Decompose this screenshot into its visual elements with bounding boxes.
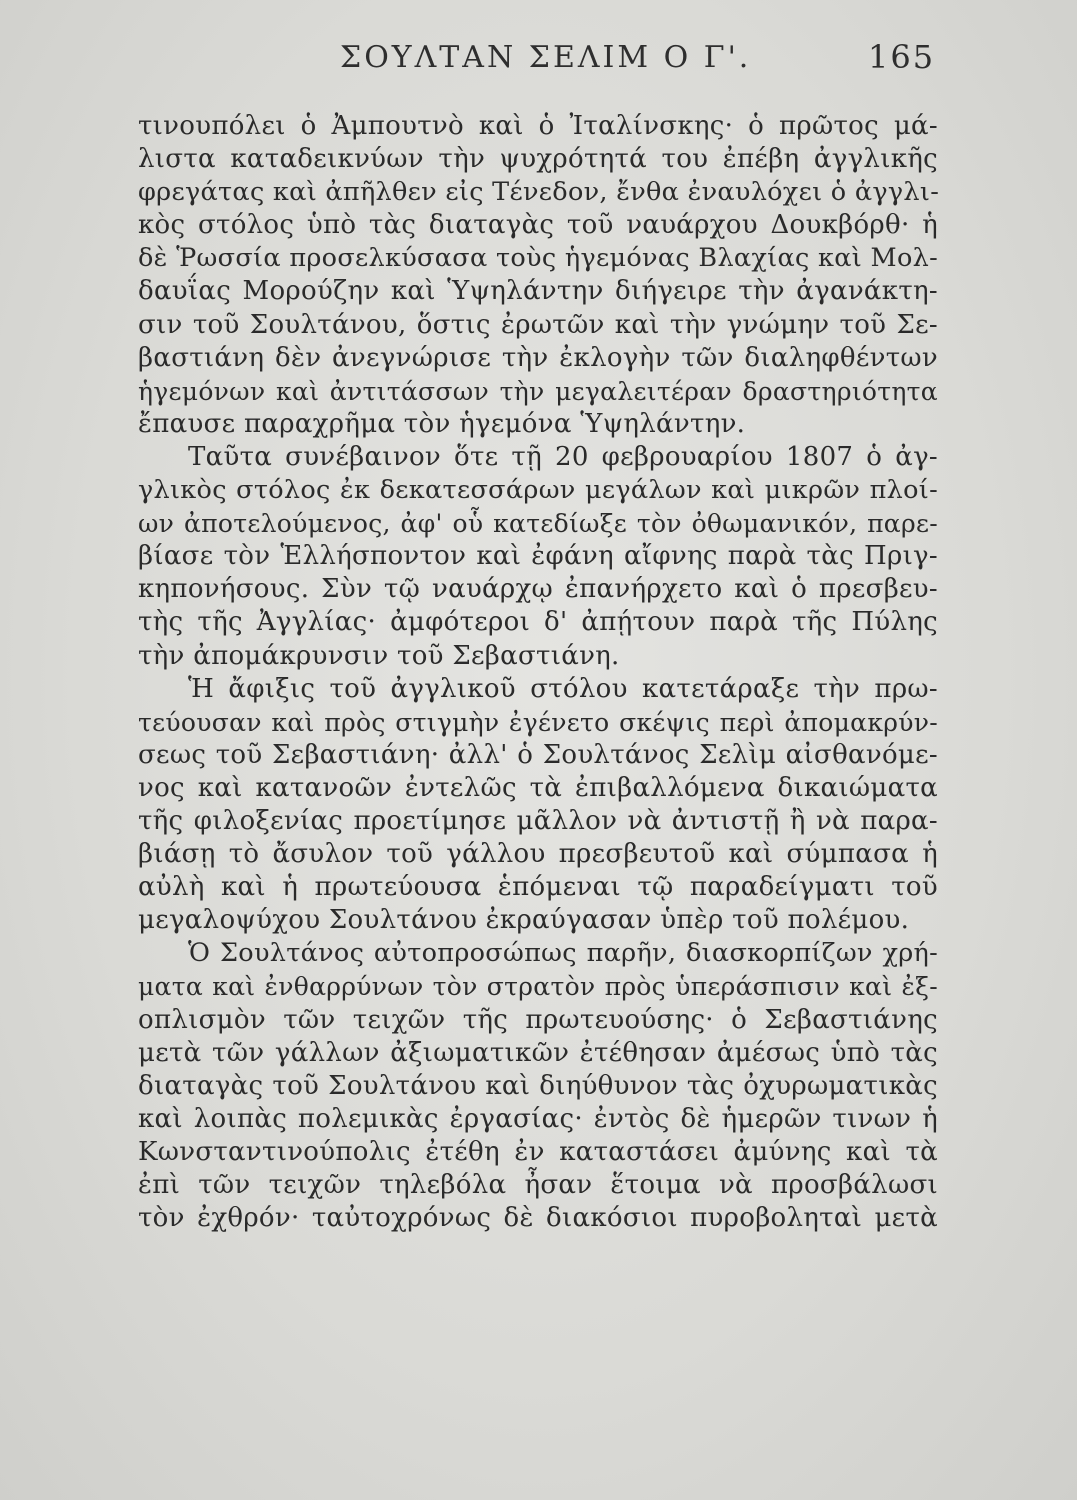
text-line: βαστιάνη δὲν ἀνεγνώρισε τὴν ἐκλογὴν τῶν διαληφθέντων (138, 342, 938, 373)
paragraph-start-line: Ὁ Σουλτάνος αὐτοπροσώπως παρῆν, διασκορπίζων χρή- (188, 938, 938, 969)
paragraph-end-line: τὴν ἀπομάκρυνσιν τοῦ Σεβαστιάνη. (138, 640, 620, 671)
paragraph-start-line: Ἡ ἄφιξις τοῦ ἀγγλικοῦ στόλου κατετάραξε τὴν πρω- (188, 673, 938, 704)
paragraph-start-line: Ταῦτα συνέβαινον ὅτε τῇ 20 φεβρουαρίου 1807 ὁ ἀγ- (188, 441, 938, 472)
text-line: κηπονήσους. Σὺν τῷ ναυάρχῳ ἐπανήρχετο καὶ ὁ πρεσβευ- (138, 574, 938, 605)
text-line: ἡγεμόνων καὶ ἀντιτάσσων τὴν μεγαλειτέραν δραστηριότητα (138, 376, 938, 406)
paragraph-end-line: ἔπαυσε παραχρῆμα τὸν ἡγεμόνα Ὑψηλάντην. (138, 408, 746, 439)
text-line: τὴς τῆς Ἀγγλίας· ἀμφότεροι δ' ἀπῄτουν παρὰ τῆς Πύλης (138, 607, 938, 638)
text-line: οπλισμὸν τῶν τειχῶν τῆς πρωτευούσης· ὁ Σεβαστιάνης (138, 1004, 938, 1035)
running-title: ΣΟΥΛΤΑΝ ΣΕΛΙΜ Ο Γ'. (340, 40, 752, 75)
text-line: γλικὸς στόλος ἐκ δεκατεσσάρων μεγάλων καὶ μικρῶν πλοί- (138, 475, 938, 506)
text-line: ων ἀποτελούμενος, ἀφ' οὗ κατεδίωξε τὸν ὀθωμανικόν, παρε- (138, 509, 938, 539)
text-line: σιν τοῦ Σουλτάνου, ὅστις ἐρωτῶν καὶ τὴν γνώμην τοῦ Σε- (138, 309, 938, 340)
text-line: τὸν ἐχθρόν· ταὐτοχρόνως δὲ διακόσιοι πυροβοληταὶ μετὰ (138, 1203, 938, 1234)
text-line: τῆς φιλοξενίας προετίμησε μᾶλλον νὰ ἀντιστῇ ἢ νὰ παρα- (138, 805, 938, 836)
page-number: 165 (868, 38, 936, 76)
body-text (138, 110, 938, 1235)
text-line: νος καὶ κατανοῶν ἐντελῶς τὰ ἐπιβαλλόμενα δικαιώματα (138, 772, 938, 803)
text-line: μετὰ τῶν γάλλων ἀξιωματικῶν ἐτέθησαν ἀμέσως ὑπὸ τὰς (138, 1037, 938, 1068)
text-line: λιστα καταδεικνύων τὴν ψυχρότητά του ἐπέβη ἀγγλικῆς (138, 144, 938, 175)
text-line: αὐλὴ καὶ ἡ πρωτεύουσα ἑπόμεναι τῷ παραδείγματι τοῦ (138, 872, 938, 903)
text-line: σεως τοῦ Σεβαστιάνη· ἀλλ' ὁ Σουλτάνος Σελὶμ αἰσθανόμε- (138, 739, 938, 770)
text-line: φρεγάτας καὶ ἀπῆλθεν εἰς Τένεδον, ἔνθα ἐναυλόχει ὁ ἀγγλι- (138, 177, 940, 208)
text-line: δαυΐας Μορούζην καὶ Ὑψηλάντην διήγειρε τὴν ἀγανάκτη- (138, 276, 938, 307)
text-line: τεύουσαν καὶ πρὸς στιγμὴν ἐγένετο σκέψις περὶ ἀπομακρύν- (138, 707, 938, 737)
text-line: βίασε τὸν Ἑλλήσποντον καὶ ἐφάνη αἴφνης παρὰ τὰς Πριγ- (138, 541, 938, 572)
paragraph-end-line: μεγαλοψύχου Σουλτάνου ἐκραύγασαν ὑπὲρ τοῦ πολέμου. (138, 905, 910, 936)
text-line: ἐπὶ τῶν τειχῶν τηλεβόλα ἦσαν ἕτοιμα νὰ προσβάλωσι (138, 1170, 938, 1200)
text-line: ματα καὶ ἐνθαρρύνων τὸν στρατὸν πρὸς ὑπεράσπισιν καὶ ἐξ- (138, 972, 938, 1002)
text-line: βιάσῃ τὸ ἄσυλον τοῦ γάλλου πρεσβευτοῦ καὶ σύμπασα ἡ (138, 839, 938, 870)
running-header (0, 36, 1077, 84)
text-line: Κωνσταντινούπολις ἐτέθη ἐν καταστάσει ἀμύνης καὶ τὰ (138, 1136, 938, 1167)
text-line: διαταγὰς τοῦ Σουλτάνου καὶ διηύθυνον τὰς ὀχυρωματικὰς (138, 1070, 938, 1101)
text-line: καὶ λοιπὰς πολεμικὰς ἐργασίας· ἐντὸς δὲ ἡμερῶν τινων ἡ (138, 1103, 938, 1134)
text-line: τινουπόλει ὁ Ἀμπουτνὸ καὶ ὁ Ἰταλίνσκης· ὁ πρῶτος μά- (138, 111, 938, 141)
text-line: δὲ Ῥωσσία προσελκύσασα τοὺς ἡγεμόνας Βλαχίας καὶ Μολ- (138, 243, 938, 274)
text-line: κὸς στόλος ὑπὸ τὰς διαταγὰς τοῦ ναυάρχου Δουκβόρθ· ἡ (138, 210, 938, 241)
